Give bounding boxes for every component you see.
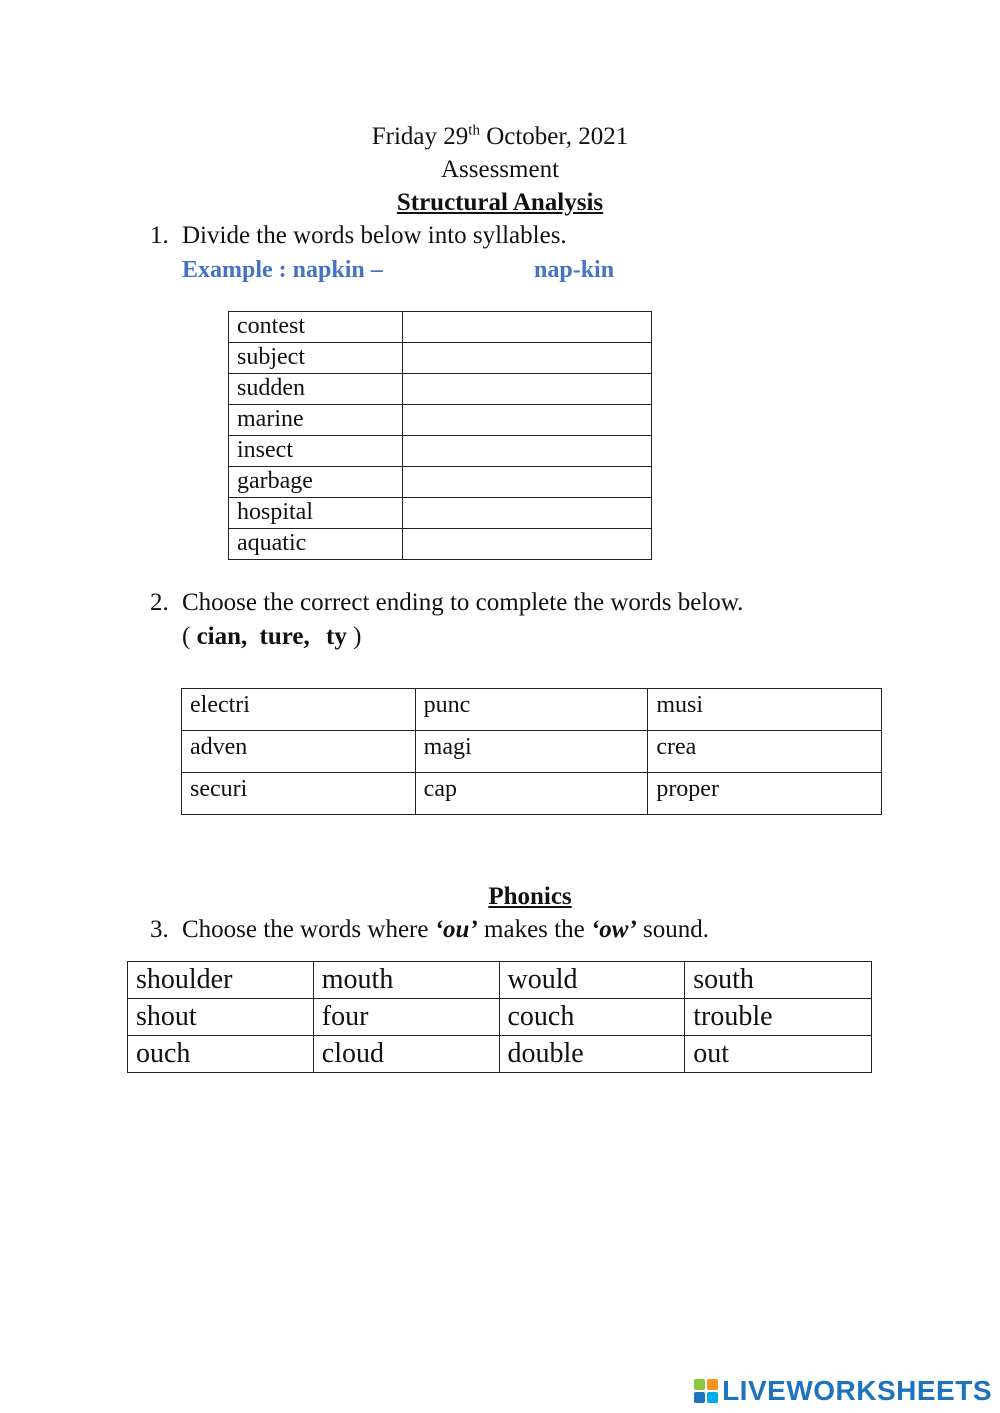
logo-square	[694, 1379, 705, 1390]
logo-text: LIVEWORKSHEETS	[722, 1375, 992, 1406]
table-row	[229, 436, 652, 467]
word-cell: sudden	[229, 374, 403, 405]
word-cell: aquatic	[229, 529, 403, 560]
syllables-table	[228, 311, 652, 560]
word-cell: insect	[229, 436, 403, 467]
word-cell: garbage	[229, 467, 403, 498]
word-choice-cell[interactable]: mouth	[313, 962, 499, 999]
question-1	[150, 221, 567, 251]
table-row	[229, 343, 652, 374]
liveworksheets-logo	[694, 1375, 992, 1407]
table-row	[128, 1036, 872, 1073]
logo-square	[707, 1392, 718, 1403]
word-stem-cell[interactable]: punc	[415, 689, 648, 731]
word-stem-cell[interactable]: crea	[648, 731, 882, 773]
logo-mark-icon	[694, 1379, 718, 1403]
question-2-number: 2.	[150, 589, 169, 616]
word-choice-cell[interactable]: ouch	[128, 1036, 314, 1073]
word-choice-cell[interactable]: shoulder	[128, 962, 314, 999]
word-choice-cell[interactable]: shout	[128, 999, 314, 1036]
ending-option: ture,	[259, 623, 310, 650]
word-choice-cell[interactable]: out	[685, 1036, 872, 1073]
word-stem-cell[interactable]: adven	[182, 731, 416, 773]
section-title-phonics: Phonics	[488, 883, 572, 910]
word-cell: hospital	[229, 498, 403, 529]
ending-option: cian,	[196, 623, 248, 650]
question-1-number: 1.	[150, 222, 169, 249]
table-row	[128, 962, 872, 999]
word-stem-cell[interactable]: musi	[648, 689, 882, 731]
question-2	[150, 588, 743, 618]
table-row	[182, 773, 882, 815]
word-cell: contest	[229, 312, 403, 343]
answer-cell[interactable]	[402, 374, 651, 405]
endings-table	[181, 688, 882, 815]
answer-cell[interactable]	[402, 343, 651, 374]
table-row	[229, 529, 652, 560]
logo-square	[707, 1379, 718, 1390]
word-stem-cell[interactable]: magi	[415, 731, 648, 773]
answer-cell[interactable]	[402, 529, 651, 560]
question-3: 3. Choose the words where ‘ou’ makes the ‘ow’ sound.	[150, 916, 710, 943]
word-choice-cell[interactable]: four	[313, 999, 499, 1036]
question-2-text: Choose the correct ending to complete the words below.	[182, 589, 744, 616]
word-cell: subject	[229, 343, 403, 374]
emphasis-ow: ‘ow’	[590, 916, 637, 943]
example-answer: nap-kin	[534, 257, 615, 283]
word-stem-cell[interactable]: securi	[182, 773, 416, 815]
date-superscript: th	[468, 122, 480, 139]
emphasis-ou: ‘ou’	[434, 916, 478, 943]
table-row	[229, 498, 652, 529]
word-stem-cell[interactable]: cap	[415, 773, 648, 815]
table-row	[229, 405, 652, 436]
answer-cell[interactable]	[402, 312, 651, 343]
ending-option: ty	[326, 623, 347, 650]
word-cell: marine	[229, 405, 403, 436]
endings-options: ( cian, ture, ty )	[182, 623, 362, 650]
example-label: Example : napkin –	[182, 257, 383, 283]
answer-cell[interactable]	[402, 405, 651, 436]
phonics-table	[127, 961, 872, 1073]
word-choice-cell[interactable]: couch	[499, 999, 685, 1036]
answer-cell[interactable]	[402, 498, 651, 529]
table-row	[128, 999, 872, 1036]
table-row	[229, 374, 652, 405]
table-row	[229, 467, 652, 498]
document-date: Friday 29th October, 2021	[371, 122, 629, 150]
question-1-text: Divide the words below into syllables.	[182, 222, 567, 249]
word-stem-cell[interactable]: electri	[182, 689, 416, 731]
word-choice-cell[interactable]: trouble	[685, 999, 872, 1036]
word-choice-cell[interactable]: would	[499, 962, 685, 999]
word-choice-cell[interactable]: south	[685, 962, 872, 999]
document-subtitle: Assessment	[440, 156, 560, 183]
answer-cell[interactable]	[402, 436, 651, 467]
word-choice-cell[interactable]: cloud	[313, 1036, 499, 1073]
question-3-number: 3.	[150, 916, 169, 943]
logo-square	[694, 1392, 705, 1403]
table-row	[182, 731, 882, 773]
answer-cell[interactable]	[402, 467, 651, 498]
word-stem-cell[interactable]: proper	[648, 773, 882, 815]
table-row	[229, 312, 652, 343]
table-row	[182, 689, 882, 731]
word-choice-cell[interactable]: double	[499, 1036, 685, 1073]
section-title-structural-analysis: Structural Analysis	[396, 189, 604, 216]
